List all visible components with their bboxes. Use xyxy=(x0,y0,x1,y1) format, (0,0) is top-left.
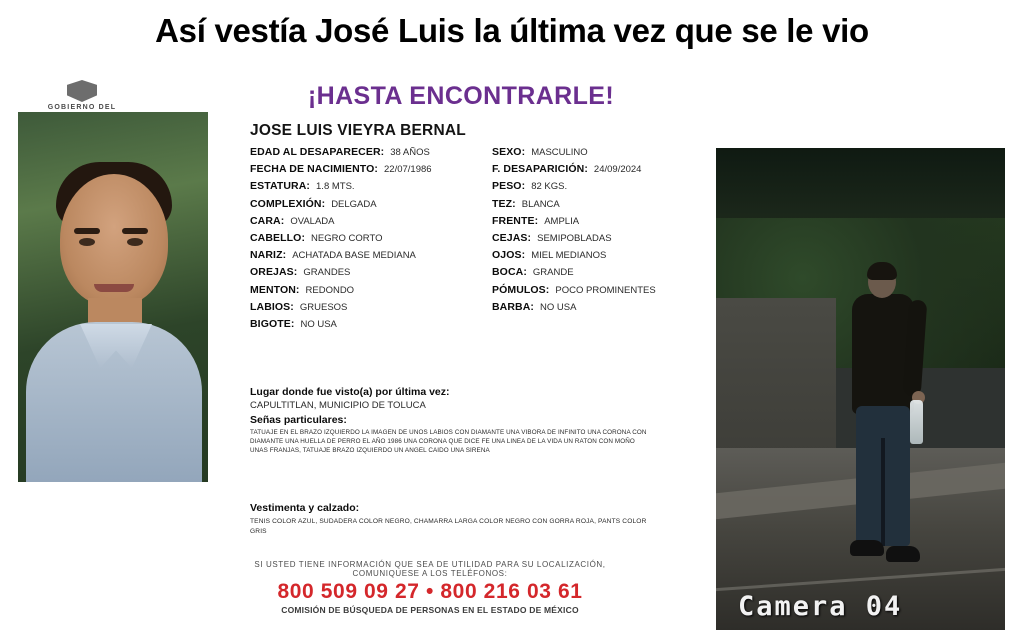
detail-cell-left xyxy=(250,163,492,175)
detail-row xyxy=(250,284,710,301)
photo-eye-left xyxy=(79,238,95,246)
agency-name: COMISIÓN DE BÚSQUEDA DE PERSONAS EN EL ESTADO DE MÉXICO xyxy=(281,605,579,615)
detail-label: BARBA: xyxy=(492,300,535,313)
detail-label: PÓMULOS: xyxy=(492,283,550,296)
detail-value: POCO PROMINENTES xyxy=(555,284,656,296)
detail-label: LABIOS: xyxy=(250,300,294,313)
poster-footer xyxy=(150,560,710,615)
detail-label: TEZ: xyxy=(492,197,516,210)
detail-label: NARIZ: xyxy=(250,249,287,262)
detail-row xyxy=(250,163,710,180)
detail-value: DELGADA xyxy=(331,198,377,210)
detail-cell-right xyxy=(492,215,710,227)
last-seen-block xyxy=(250,386,710,411)
detail-cell-left xyxy=(250,180,492,192)
detail-cell-left xyxy=(250,266,492,278)
cctv-bottle xyxy=(910,400,923,444)
detail-label: FRENTE: xyxy=(492,214,539,227)
last-seen-value: CAPULTITLAN, MUNICIPIO DE TOLUCA xyxy=(250,400,426,411)
detail-row xyxy=(250,198,710,215)
detail-cell-left xyxy=(250,198,492,210)
camera-label: Camera 04 xyxy=(738,591,903,622)
detail-value: OVALADA xyxy=(290,215,335,227)
detail-cell-right xyxy=(492,266,710,278)
detail-row xyxy=(250,249,710,266)
contact-phone-numbers[interactable]: 800 509 09 27 • 800 216 03 61 xyxy=(277,580,583,603)
cctv-person-shoe-left xyxy=(850,540,884,556)
detail-row xyxy=(250,318,710,335)
detail-label: CEJAS: xyxy=(492,231,532,244)
marks-text: TATUAJE EN EL BRAZO IZQUIERDO LA IMAGEN DE UNOS LABIOS CON DIAMANTE UNA VIBORA DE INFINITO UNA CORONA CON DIAMANTE UNA HUELLA DE PERRO EL AÑO 1986 UNA CORONA QUE DICE FE UNA LINEA DE LA VIDA UN RATON CON MOÑO UNAS FRANJAS, TATUAJE BRAZO IZQUIERDO UN ANGEL CAIDO UNA SIRENA xyxy=(250,429,647,455)
last-seen-label: Lugar donde fue visto(a) por última vez: xyxy=(250,386,450,398)
detail-label: EDAD AL DESAPARECER: xyxy=(250,146,385,158)
photo-brow-left xyxy=(74,228,100,234)
detail-cell-left xyxy=(250,318,492,330)
photo-eye-right xyxy=(127,238,143,246)
detail-value: GRANDE xyxy=(532,267,574,279)
cctv-person-hair xyxy=(867,262,897,280)
detail-value: 82 KGS. xyxy=(531,181,568,193)
detail-value: BLANCA xyxy=(521,198,560,210)
footer-info-line1: SI USTED TIENE INFORMACIÓN QUE SEA DE UTILIDAD PARA SU LOCALIZACIÓN, xyxy=(254,560,606,569)
poster-title: ¡HASTA ENCONTRARLE! xyxy=(307,82,615,110)
detail-value: AMPLIA xyxy=(544,215,580,227)
cctv-person-shoe-right xyxy=(886,546,920,562)
detail-cell-left xyxy=(250,301,492,313)
detail-cell-right xyxy=(492,284,710,296)
detail-value: MIEL MEDIANOS xyxy=(531,250,607,262)
detail-cell-right xyxy=(492,232,710,244)
detail-value: MASCULINO xyxy=(531,147,588,158)
detail-label: COMPLEXIÓN: xyxy=(250,197,326,210)
person-name: JOSE LUIS VIEYRA BERNAL xyxy=(250,122,466,139)
photo-mouth xyxy=(94,284,134,292)
cctv-still-image xyxy=(716,148,1005,630)
detail-cell-left xyxy=(250,215,492,227)
detail-cell-right xyxy=(492,198,710,210)
clothing-block xyxy=(250,502,650,537)
detail-row xyxy=(250,215,710,232)
detail-row xyxy=(250,180,710,197)
detail-cell-left xyxy=(250,146,492,158)
person-details-table xyxy=(250,146,710,335)
detail-label: OJOS: xyxy=(492,249,526,262)
detail-label: BOCA: xyxy=(492,266,527,279)
shield-crest-icon xyxy=(67,80,97,102)
clothing-text: TENIS COLOR AZUL, SUDADERA COLOR NEGRO, CHAMARRA LARGA COLOR NEGRO CON GORRA ROJA, PANTS COLOR GRIS xyxy=(250,518,647,535)
detail-row xyxy=(250,266,710,283)
detail-value: GRANDES xyxy=(303,267,351,279)
detail-cell-left xyxy=(250,249,492,261)
missing-person-poster xyxy=(0,62,1024,622)
detail-cell-left xyxy=(250,284,492,296)
detail-label: CABELLO: xyxy=(250,231,306,244)
detail-row xyxy=(250,301,710,318)
detail-value: REDONDO xyxy=(305,284,355,296)
detail-cell-right xyxy=(492,163,710,175)
detail-value: SEMIPOBLADAS xyxy=(537,232,612,244)
detail-label: F. DESAPARICIÓN: xyxy=(492,163,588,176)
detail-value: 1.8 MTS. xyxy=(316,181,355,193)
photo-brow-right xyxy=(122,228,148,234)
detail-value: GRUESOS xyxy=(299,301,348,313)
detail-label: MENTON: xyxy=(250,283,300,296)
detail-row xyxy=(250,232,710,249)
detail-value: 24/09/2024 xyxy=(593,164,642,176)
detail-value: NO USA xyxy=(540,301,577,313)
detail-cell-left xyxy=(250,232,492,244)
detail-cell-right xyxy=(492,301,710,313)
detail-label: SEXO: xyxy=(492,146,526,158)
missing-person-photo xyxy=(18,112,208,482)
distinguishing-marks-block xyxy=(250,414,650,455)
detail-value: 22/07/1986 xyxy=(384,164,432,176)
detail-value: 38 AÑOS xyxy=(390,147,430,158)
detail-cell-right xyxy=(492,146,710,158)
footer-info-line2: COMUNIQUESE A LOS TELÉFONOS: xyxy=(352,569,508,578)
detail-label: ESTATURA: xyxy=(250,180,311,193)
headline-banner: Así vestía José Luis la última vez que se le vio xyxy=(0,0,1024,62)
detail-cell-right xyxy=(492,180,710,192)
detail-row xyxy=(250,146,710,163)
detail-label: CARA: xyxy=(250,214,285,227)
detail-label: OREJAS: xyxy=(250,266,298,279)
detail-value: NEGRO CORTO xyxy=(311,232,383,244)
detail-label: PESO: xyxy=(492,180,526,193)
detail-value: NO USA xyxy=(300,318,337,330)
clothing-label: Vestimenta y calzado: xyxy=(250,502,360,514)
detail-label: FECHA DE NACIMIENTO: xyxy=(250,163,378,176)
detail-label: BIGOTE: xyxy=(250,317,295,330)
detail-cell-right xyxy=(492,249,710,261)
detail-value: ACHATADA BASE MEDIANA xyxy=(292,250,416,262)
marks-label: Señas particulares: xyxy=(250,414,347,426)
gov-logo-line1: GOBIERNO DEL xyxy=(47,104,117,111)
cctv-person-leg-split xyxy=(881,438,885,546)
